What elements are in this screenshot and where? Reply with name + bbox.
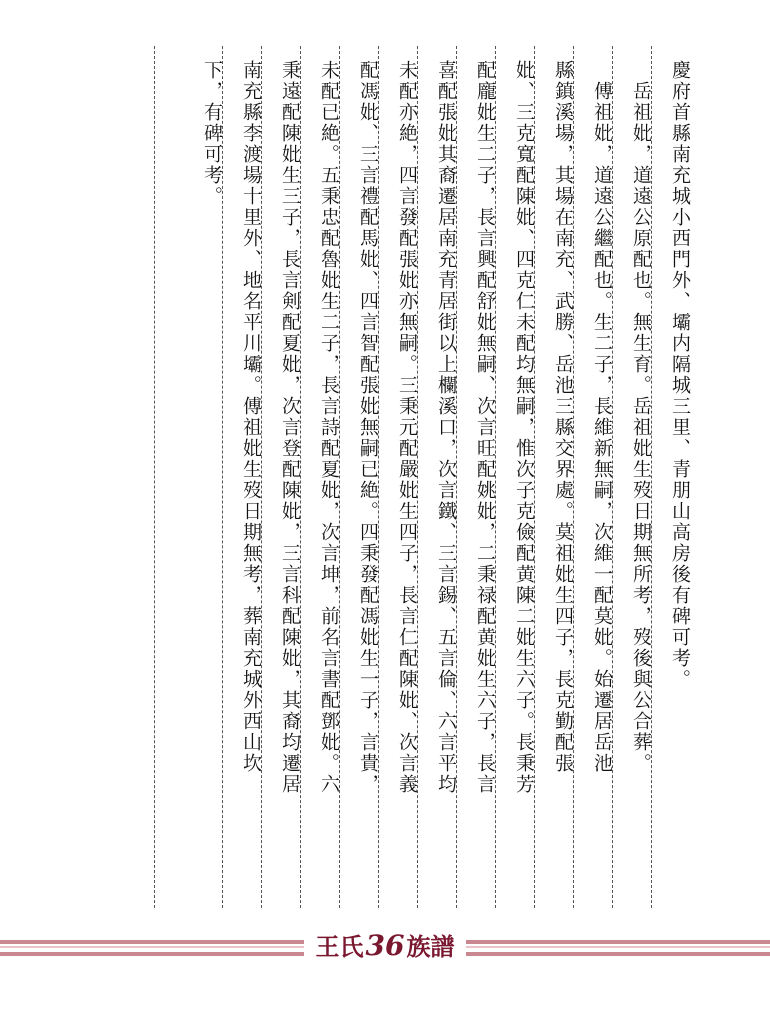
text-column-10: 未配已絶。五秉忠配魯妣生二子，長言詩配夏妣，次言坤，前名言書配鄧妣。六 xyxy=(318,60,340,795)
footer-suffix: 族譜 xyxy=(406,932,455,961)
text-column-4: 縣鎮溪場，其場在南充、武勝、岳池三縣交界處。莫祖妣生四子，長克勤配張 xyxy=(552,60,574,774)
footer-title-wrap xyxy=(304,928,467,965)
text-column-11: 秉遠配陳妣生三子，長言剣配夏妣，次言登配陳妣，三言科配陳妣，其裔均遷居 xyxy=(279,60,301,795)
text-column-6: 配龐妣生二子，長言興配舒妣無嗣、次言旺配姚妣，二秉禄配黄妣生六子，長言 xyxy=(474,60,496,795)
text-column-8: 未配亦絶，四言發配張妣亦無嗣。三秉元配嚴妣生四子，長言仁配陳妣、次言義 xyxy=(396,60,418,795)
page-number: 36 xyxy=(365,929,405,962)
column-divider xyxy=(154,46,155,908)
text-column-12: 南充縣李渡場十里外、地名平川壩。傅祖妣生歿日期無考，葬南充城外西山坎 xyxy=(240,60,262,774)
text-column-7: 喜配張妣其裔遷居南充青居街以上欄溪口，次言鐵、三言錫、五言倫、六言平均 xyxy=(435,60,457,795)
text-column-5: 妣、三克寬配陳妣、四克仁未配均無嗣，惟次子克儉配黄陳二妣生六子。長秉芳 xyxy=(513,60,535,795)
footer-title xyxy=(0,928,770,964)
text-column-1: 慶府首縣南充城小西門外、壩内隔城三里、青朋山高房後有碑可考。 xyxy=(669,60,691,690)
text-column-3: 傅祖妣，道遠公繼配也。生二子，長維新無嗣，次維一配莫妣。始遷居岳池 xyxy=(591,60,613,774)
text-column-13: 下，有碑可考。 xyxy=(201,60,223,207)
text-column-2: 岳祖妣，道遠公原配也。無生育。岳祖妣生歿日期無所考，歿後與公合葬。 xyxy=(630,60,652,774)
footer-prefix: 王氏 xyxy=(315,932,364,961)
text-column-9: 配馮妣、三言禮配馬妣、四言智配張妣無嗣已絶。四秉發配馮妣生一子，言貴， xyxy=(357,60,379,795)
